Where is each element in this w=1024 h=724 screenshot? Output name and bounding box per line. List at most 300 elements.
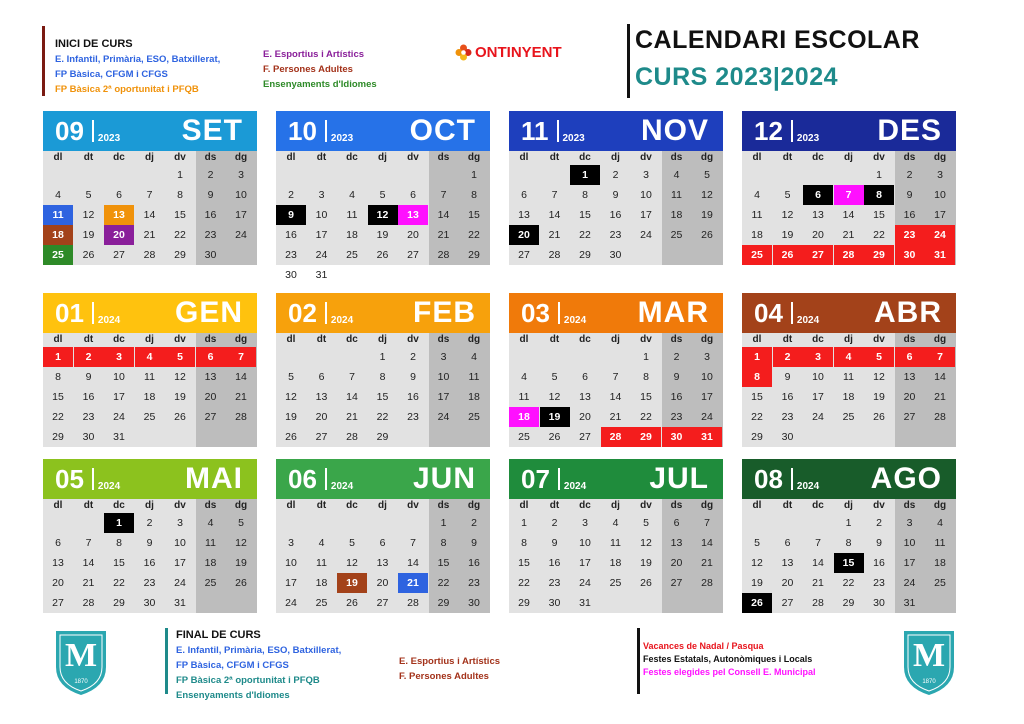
month-jun	[276, 459, 490, 613]
calendar-day: 29	[174, 249, 186, 261]
weekday-label: dg	[700, 152, 714, 163]
calendar-day: 22	[52, 411, 64, 423]
calendar-day: 5	[704, 169, 710, 181]
legend-line: Vacances de Nadal / Pasqua	[643, 641, 764, 651]
calendar-day: 18	[934, 557, 946, 569]
calendar-day: 7	[410, 537, 416, 549]
calendar-day: 19	[235, 557, 247, 569]
calendar-day: 3	[582, 517, 588, 529]
calendar-day: 15	[640, 391, 652, 403]
calendar-day: 26	[285, 431, 297, 443]
month-year: 2024	[796, 480, 820, 492]
weekday-label: dt	[782, 334, 793, 345]
calendar-day: 24	[812, 411, 824, 423]
calendar-day: 3	[288, 537, 294, 549]
calendar-day: 23	[82, 411, 95, 423]
calendar-day-highlight: 30	[662, 427, 692, 447]
weekday-label: ds	[670, 500, 683, 511]
calendar-day: 30	[781, 431, 794, 443]
calendar-day: 16	[873, 557, 885, 569]
calendar-day: 13	[518, 209, 530, 221]
calendar-day: 9	[876, 537, 882, 549]
calendar-day: 14	[82, 557, 95, 569]
calendar-day: 29	[52, 431, 64, 443]
calendar-day: 6	[116, 189, 122, 201]
calendar-day: 27	[670, 577, 683, 589]
calendar-day: 17	[235, 209, 247, 221]
calendar-day: 31	[315, 269, 328, 281]
calendar-day: 16	[82, 391, 95, 403]
calendar-day: 22	[873, 229, 885, 241]
calendar-day: 22	[113, 577, 125, 589]
weekday-label: dc	[812, 500, 824, 511]
calendar-day: 28	[437, 249, 450, 261]
calendar-day: 29	[579, 249, 591, 261]
calendar-day: 24	[235, 229, 247, 241]
calendar-day: 1	[521, 517, 527, 529]
month-number: 08	[754, 463, 783, 494]
calendar-day: 2	[551, 517, 558, 529]
weekday-label: dl	[286, 334, 296, 345]
calendar-day: 11	[843, 371, 854, 383]
calendar-day-highlight: 25	[742, 245, 772, 265]
month-header	[509, 459, 723, 499]
inici-line: FP Bàsica, CFGM i CFGS	[55, 69, 168, 80]
calendar-day: 10	[934, 189, 946, 201]
calendar-day: 15	[376, 391, 389, 403]
calendar-day-highlight: 25	[43, 245, 73, 265]
calendar-day: 6	[784, 537, 791, 549]
calendar-day: 11	[610, 537, 621, 549]
weekday-label: dt	[316, 152, 327, 163]
calendar-day: 11	[144, 371, 155, 383]
calendar-day-highlight: 8	[864, 185, 894, 205]
calendar-day: 27	[407, 249, 419, 261]
month-body	[43, 499, 257, 613]
calendar-day: 2	[146, 517, 153, 529]
weekday-label: dl	[519, 500, 529, 511]
weekday-label: dj	[844, 500, 853, 511]
weekday-label: dc	[113, 152, 125, 163]
calendar-day: 18	[315, 577, 328, 589]
month-number: 12	[754, 115, 783, 146]
calendar-day: 8	[521, 537, 527, 549]
month-body	[276, 499, 490, 613]
calendar-day: 21	[548, 229, 561, 241]
month-nov	[509, 111, 723, 265]
calendar-day-highlight: 23	[895, 225, 925, 245]
month-separator	[558, 302, 560, 324]
weekday-label: dg	[933, 500, 947, 511]
month-name: MAI	[177, 462, 251, 496]
weekday-label: dv	[640, 334, 652, 345]
calendar-day: 11	[934, 537, 946, 549]
calendar-day: 11	[316, 557, 327, 569]
calendar-day: 17	[579, 557, 591, 569]
ontinyent-logo	[455, 44, 562, 61]
logo-flower-icon	[455, 44, 472, 61]
calendar-day: 16	[609, 209, 622, 221]
calendar-day: 12	[781, 209, 794, 221]
weekday-label: dt	[83, 152, 94, 163]
final-title: FINAL DE CURS	[176, 629, 261, 641]
calendar-day: 8	[582, 189, 588, 201]
calendar-day: 4	[471, 351, 477, 363]
month-year: 2024	[97, 314, 121, 326]
calendar-day: 24	[285, 597, 297, 609]
month-name: AGO	[863, 462, 950, 496]
calendar-day: 20	[407, 229, 419, 241]
calendar-day-highlight: 29	[631, 427, 661, 447]
calendar-day: 23	[609, 229, 622, 241]
calendar-day: 4	[612, 517, 619, 529]
calendar-day: 24	[437, 411, 450, 423]
calendar-day: 20	[670, 557, 683, 569]
calendar-day: 19	[873, 391, 885, 403]
calendar-day: 27	[579, 431, 591, 443]
calendar-day: 19	[781, 229, 794, 241]
calendar-day: 12	[548, 391, 561, 403]
calendar-day-highlight: 13	[398, 205, 428, 225]
calendar-day: 19	[82, 229, 95, 241]
weekday-label: dl	[752, 334, 762, 345]
calendar-day: 8	[116, 537, 122, 549]
calendar-day: 4	[55, 189, 61, 201]
calendar-day: 4	[937, 517, 943, 529]
calendar-day: 15	[52, 391, 64, 403]
month-body	[742, 333, 956, 447]
calendar-day: 16	[143, 557, 156, 569]
calendar-day: 28	[701, 577, 713, 589]
calendar-day: 8	[379, 371, 386, 383]
calendar-day: 26	[82, 249, 95, 261]
calendar-day: 31	[113, 431, 125, 443]
calendar-day: 27	[52, 597, 64, 609]
calendar-day: 8	[440, 537, 447, 549]
calendar-day-highlight: 5	[165, 347, 195, 367]
weekday-label: dl	[286, 500, 296, 511]
month-name: GEN	[167, 296, 251, 330]
month-body	[276, 151, 490, 281]
calendar-day: 5	[551, 371, 558, 383]
calendar-day: 26	[346, 597, 358, 609]
calendar-day: 12	[346, 557, 358, 569]
calendar-day: 30	[204, 249, 217, 261]
calendar-day: 17	[812, 391, 824, 403]
month-separator	[325, 120, 327, 142]
month-header	[43, 293, 257, 333]
weekday-label: dg	[234, 152, 248, 163]
month-gen	[43, 293, 257, 447]
crest-right-icon	[900, 627, 958, 697]
calendar-day: 16	[903, 209, 916, 221]
calendar-day-highlight: 1	[43, 347, 73, 367]
month-feb	[276, 293, 490, 447]
calendar-day: 23	[407, 411, 419, 423]
calendar-day: 20	[812, 229, 824, 241]
header-mid-block	[263, 47, 377, 92]
weekday-label: dv	[407, 334, 419, 345]
calendar-day: 27	[113, 249, 125, 261]
calendar-day: 22	[842, 577, 855, 589]
month-name: OCT	[402, 114, 484, 148]
month-body	[509, 333, 723, 447]
calendar-day: 1	[876, 169, 882, 181]
header-mid-line: Ensenyaments d'Idiomes	[263, 79, 377, 90]
month-name: SET	[174, 114, 251, 148]
inici-title: INICI DE CURS	[55, 38, 133, 50]
weekday-label: dl	[286, 152, 296, 163]
calendar-day: 22	[751, 411, 763, 423]
month-separator	[791, 468, 793, 490]
calendar-day: 24	[579, 577, 591, 589]
calendar-day: 16	[204, 209, 217, 221]
calendar-day: 23	[143, 577, 156, 589]
crest-left-letter: M	[64, 637, 98, 674]
calendar-day: 9	[551, 537, 558, 549]
calendar-day: 25	[468, 411, 480, 423]
calendar-day: 25	[143, 411, 156, 423]
calendar-day-highlight: 6	[803, 185, 833, 205]
calendar-day: 13	[204, 371, 217, 383]
calendar-day-highlight: 1	[570, 165, 600, 185]
calendar-day: 26	[640, 577, 652, 589]
calendar-day: 14	[235, 371, 247, 383]
calendar-day: 13	[812, 209, 824, 221]
month-header	[43, 459, 257, 499]
calendar-day: 19	[285, 411, 297, 423]
month-number: 04	[754, 297, 783, 328]
calendar-day: 3	[704, 351, 710, 363]
calendar-day-highlight: 12	[368, 205, 398, 225]
calendar-day: 8	[471, 189, 477, 201]
calendar-day: 10	[812, 371, 824, 383]
calendar-day: 11	[751, 209, 763, 221]
calendar-day-highlight: 30	[895, 245, 925, 265]
calendar-day: 8	[845, 537, 852, 549]
calendar-day-highlight: 24	[925, 225, 955, 245]
calendar-day: 1	[845, 517, 852, 529]
month-separator	[557, 120, 559, 142]
weekday-label: dl	[752, 152, 762, 163]
calendar-day: 21	[842, 229, 855, 241]
header-mid-line: F. Persones Adultes	[263, 64, 353, 75]
month-body	[276, 333, 490, 447]
calendar-day: 10	[903, 537, 916, 549]
calendar-day: 7	[440, 189, 447, 201]
weekday-label: dv	[407, 152, 419, 163]
calendar-day: 4	[349, 189, 355, 201]
weekday-label: dj	[844, 152, 853, 163]
calendar-day: 14	[934, 371, 946, 383]
calendar-day: 14	[407, 557, 419, 569]
weekday-label: ds	[204, 334, 217, 345]
calendar-day: 16	[468, 557, 480, 569]
calendar-day-highlight: 6	[196, 347, 226, 367]
final-line: Ensenyaments d'Idiomes	[176, 690, 290, 701]
calendar-day: 15	[518, 557, 530, 569]
calendar-day: 1	[379, 351, 386, 363]
calendar-day: 7	[146, 189, 153, 201]
calendar-day: 9	[673, 371, 680, 383]
weekday-label: dc	[346, 500, 358, 511]
calendar-day: 10	[113, 371, 125, 383]
calendar-day: 2	[673, 351, 680, 363]
month-header	[509, 293, 723, 333]
calendar-day: 11	[518, 391, 530, 403]
calendar-day: 23	[204, 229, 217, 241]
calendar-day: 11	[205, 537, 216, 549]
calendar-day-highlight: 2	[773, 347, 803, 367]
month-year: 2023	[796, 132, 820, 144]
calendar-day: 17	[903, 557, 916, 569]
weekday-label: dg	[234, 500, 248, 511]
month-year: 2024	[330, 314, 354, 326]
calendar-day: 27	[903, 411, 916, 423]
calendar-day: 11	[346, 209, 358, 221]
weekday-label: dl	[519, 334, 529, 345]
weekday-label: dv	[873, 500, 885, 511]
calendar-day: 8	[643, 371, 649, 383]
calendar-day: 22	[468, 229, 480, 241]
weekday-label: dg	[700, 500, 714, 511]
calendar-day: 25	[842, 411, 855, 423]
calendar-day: 5	[349, 537, 355, 549]
calendar-day: 23	[285, 249, 297, 261]
calendar-day: 18	[143, 391, 156, 403]
calendar-day: 26	[701, 229, 713, 241]
weekday-label: dv	[873, 334, 885, 345]
calendar-day: 20	[204, 391, 217, 403]
calendar-day: 20	[903, 391, 916, 403]
month-header	[276, 459, 490, 499]
month-ago	[742, 459, 956, 613]
month-body	[43, 333, 257, 447]
footer-mid-line: E. Esportius i Artístics	[399, 656, 501, 667]
calendar-day: 4	[673, 169, 680, 181]
weekday-label: dc	[812, 334, 824, 345]
month-name: ABR	[866, 296, 950, 330]
weekday-label: dg	[467, 500, 481, 511]
calendar-day: 15	[873, 209, 885, 221]
weekday-label: ds	[437, 334, 450, 345]
calendar-day-highlight: 29	[864, 245, 894, 265]
calendar-day: 27	[315, 431, 328, 443]
calendar-day: 11	[671, 189, 682, 201]
weekday-label: dv	[174, 152, 186, 163]
calendar-day: 13	[579, 391, 591, 403]
calendar-day: 8	[55, 371, 61, 383]
calendar-day: 27	[518, 249, 530, 261]
calendar-day: 12	[174, 371, 186, 383]
weekday-label: dl	[53, 334, 63, 345]
calendar-day: 20	[376, 577, 389, 589]
calendar-day: 27	[376, 597, 389, 609]
weekday-label: dg	[467, 334, 481, 345]
calendar-day: 1	[643, 351, 649, 363]
weekday-label: ds	[670, 152, 683, 163]
calendar-day: 2	[906, 169, 913, 181]
calendar-day: 17	[934, 209, 946, 221]
calendar-day: 6	[582, 371, 588, 383]
calendar-day: 25	[934, 577, 946, 589]
weekday-label: dg	[234, 334, 248, 345]
calendar-day: 13	[781, 557, 794, 569]
weekday-label: dt	[782, 152, 793, 163]
calendar-day: 14	[701, 537, 713, 549]
weekday-label: dv	[407, 500, 419, 511]
calendar-day: 2	[288, 189, 294, 201]
calendar-day: 29	[468, 249, 480, 261]
month-header	[276, 293, 490, 333]
calendar-day: 18	[670, 209, 683, 221]
calendar-day: 17	[701, 391, 713, 403]
calendar-day-highlight: 8	[742, 367, 772, 387]
calendar-day: 16	[670, 391, 683, 403]
month-des	[742, 111, 956, 265]
month-separator	[325, 468, 327, 490]
calendar-day: 5	[288, 371, 294, 383]
calendar-day: 22	[174, 229, 186, 241]
calendar-day: 31	[579, 597, 591, 609]
weekday-label: dc	[346, 152, 358, 163]
calendar-day: 6	[318, 371, 325, 383]
calendar-day: 26	[873, 411, 885, 423]
calendar-day: 12	[640, 537, 652, 549]
calendar-day: 21	[82, 577, 95, 589]
calendar-day: 13	[376, 557, 389, 569]
calendar-day: 9	[207, 189, 214, 201]
calendar-day: 28	[143, 249, 156, 261]
calendar-day: 27	[781, 597, 794, 609]
calendar-day: 28	[812, 597, 824, 609]
calendar-day: 16	[548, 557, 561, 569]
month-separator	[325, 302, 327, 324]
inici-block	[55, 37, 220, 97]
calendar-day-highlight: 31	[692, 427, 722, 447]
weekday-label: ds	[903, 152, 916, 163]
weekday-label: dl	[752, 500, 762, 511]
weekday-label: dj	[145, 334, 154, 345]
calendar-day: 19	[174, 391, 186, 403]
calendar-day: 21	[812, 577, 824, 589]
calendar-day: 18	[751, 229, 763, 241]
calendar-day: 10	[235, 189, 247, 201]
calendar-day: 14	[437, 209, 450, 221]
calendar-day: 14	[143, 209, 156, 221]
weekday-label: dj	[145, 152, 154, 163]
calendar-day-highlight: 7	[226, 347, 256, 367]
month-abr	[742, 293, 956, 447]
month-year: 2024	[796, 314, 820, 326]
calendar-day: 3	[440, 351, 447, 363]
calendar-day: 29	[842, 597, 855, 609]
calendar-day: 20	[579, 411, 591, 423]
calendar-day: 12	[235, 537, 247, 549]
month-separator	[791, 302, 793, 324]
calendar-day: 7	[612, 371, 619, 383]
calendar-day-highlight: 3	[104, 347, 134, 367]
weekday-label: dt	[316, 334, 327, 345]
calendar-day: 6	[521, 189, 527, 201]
calendar-day: 15	[437, 557, 450, 569]
calendar-day-highlight: 6	[895, 347, 925, 367]
weekday-label: ds	[437, 500, 450, 511]
month-body	[509, 499, 723, 613]
calendar-day: 23	[781, 411, 794, 423]
inici-line: E. Infantil, Primària, ESO, Batxillerat,	[55, 54, 221, 65]
month-mar	[509, 293, 723, 447]
